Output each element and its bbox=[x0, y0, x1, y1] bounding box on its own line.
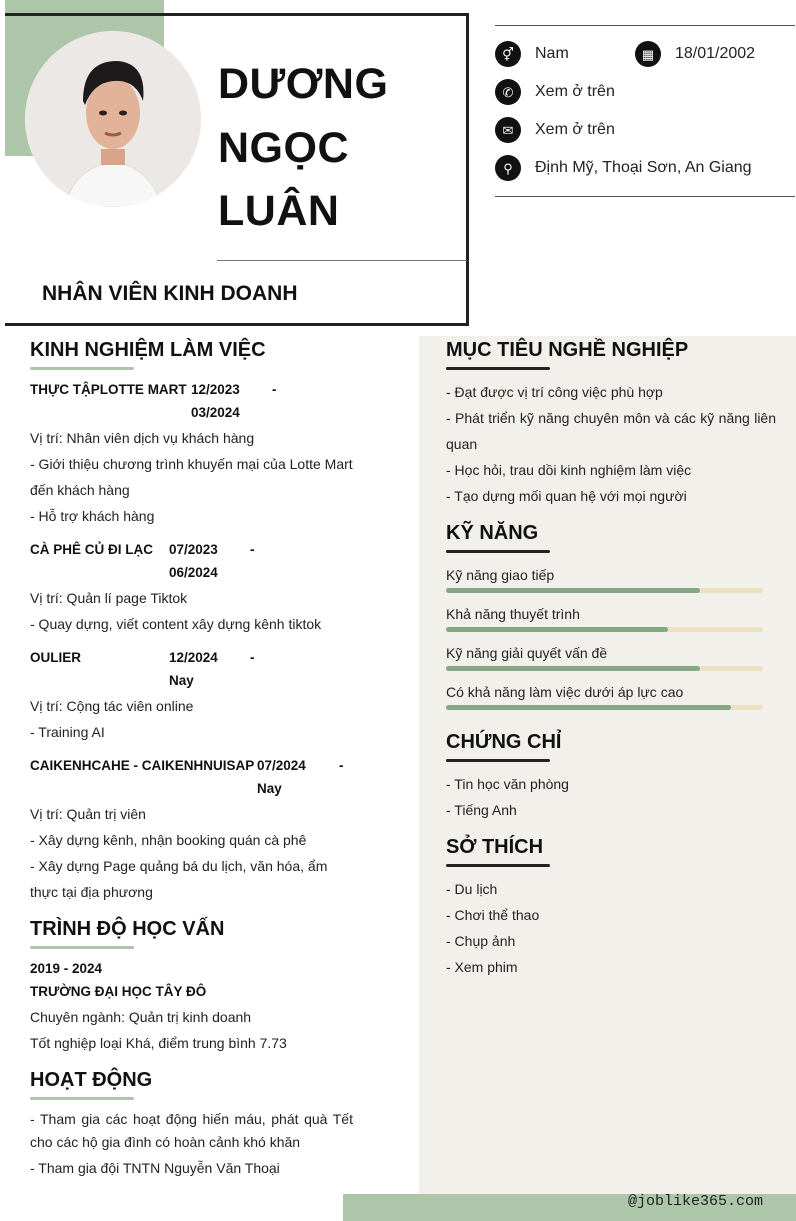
job-1-line-1: Vị trí: Nhân viên dịch vụ khách hàng bbox=[30, 430, 255, 446]
name-line-1: DƯƠNG bbox=[218, 60, 389, 108]
objective-title-underline bbox=[446, 367, 550, 370]
hobbies-title-underline bbox=[446, 864, 550, 867]
objective-title: MỤC TIÊU NGHỀ NGHIỆP bbox=[446, 339, 689, 361]
contact-rule-top bbox=[495, 25, 795, 26]
job-1-company: THỰC TẬPLOTTE MART bbox=[30, 382, 187, 397]
objective-item-3: - Học hỏi, trau dồi kinh nghiệm làm việc bbox=[446, 462, 692, 478]
education-major: Chuyên ngành: Quản trị kinh doanh bbox=[30, 1009, 252, 1025]
skill-1-name: Kỹ năng giao tiếp bbox=[446, 567, 555, 583]
job-3-company: OULIER bbox=[30, 650, 82, 665]
calendar-icon: ▦ bbox=[635, 41, 661, 67]
certificates-title-underline bbox=[446, 759, 550, 762]
hobby-item-2: - Chơi thể thao bbox=[446, 907, 540, 923]
phone-value: Xem ở trên bbox=[535, 83, 615, 100]
skill-4-name: Có khả năng làm việc dưới áp lực cao bbox=[446, 684, 684, 700]
job-3-line-1: Vị trí: Cộng tác viên online bbox=[30, 698, 194, 714]
job-2-line-2: - Quay dựng, viết content xây dựng kênh tiktok bbox=[30, 616, 322, 632]
experience-title: KINH NGHIỆM LÀM VIỆC bbox=[30, 339, 266, 361]
gender-value: Nam bbox=[535, 45, 569, 62]
job-2-line-1: Vị trí: Quản lí page Tiktok bbox=[30, 590, 188, 606]
skill-4-fill bbox=[446, 705, 731, 710]
contact-phone bbox=[495, 79, 615, 105]
hobby-item-3: - Chụp ảnh bbox=[446, 933, 516, 949]
skill-1-track bbox=[446, 588, 763, 593]
skill-4-track bbox=[446, 705, 763, 710]
mail-icon: ✉ bbox=[495, 117, 521, 143]
job-1-end: 03/2024 bbox=[191, 405, 240, 420]
skills-title: KỸ NĂNG bbox=[446, 522, 539, 544]
activity-item-2: - Tham gia đội TNTN Nguyễn Văn Thoại bbox=[30, 1160, 280, 1176]
contact-gender bbox=[495, 41, 569, 67]
phone-icon: ✆ bbox=[495, 79, 521, 105]
skill-3-name: Kỹ năng giải quyết vấn đề bbox=[446, 645, 608, 661]
experience-title-underline bbox=[30, 367, 134, 370]
hobby-item-1: - Du lịch bbox=[446, 881, 498, 897]
job-1-line-2: - Giới thiệu chương trình khuyến mại của Lotte Mart đến khách hàng bbox=[30, 456, 353, 498]
location-pin-icon: ⚲ bbox=[495, 155, 521, 181]
name-line-2: NGỌC bbox=[218, 124, 349, 172]
email-value: Xem ở trên bbox=[535, 121, 615, 138]
certificates-title: CHỨNG CHỈ bbox=[446, 731, 562, 753]
education-title: TRÌNH ĐỘ HỌC VẤN bbox=[30, 918, 225, 940]
certificate-item-1: - Tin học văn phòng bbox=[446, 776, 569, 792]
education-period: 2019 - 2024 bbox=[30, 961, 103, 976]
skills-title-underline bbox=[446, 550, 550, 553]
job-title: NHÂN VIÊN KINH DOANH bbox=[42, 282, 298, 305]
job-2-end: 06/2024 bbox=[169, 565, 218, 580]
skill-2-name: Khả năng thuyết trình bbox=[446, 606, 580, 622]
job-3-dash: - bbox=[250, 650, 255, 665]
objective-item-4: - Tạo dựng mối quan hệ với mọi người bbox=[446, 488, 687, 504]
job-2-company: CÀ PHÊ CỦ ĐI LẠC bbox=[30, 542, 154, 557]
activity-item-1: - Tham gia các hoạt động hiến máu, phát quà Tết cho các hộ gia đình có hoàn cảnh khó khăn bbox=[30, 1111, 353, 1150]
gender-icon: ⚥ bbox=[495, 41, 521, 67]
job-2-dash: - bbox=[250, 542, 255, 557]
job-3-line-2: - Training AI bbox=[30, 724, 105, 740]
job-4-line-3: - Xây dựng Page quảng bá du lịch, văn hóa, ẩm thực tại địa phương bbox=[30, 858, 328, 900]
skill-2-fill bbox=[446, 627, 668, 632]
birthday-value: 18/01/2002 bbox=[675, 45, 756, 62]
activities-title-underline bbox=[30, 1097, 134, 1100]
header-frame-bottom bbox=[5, 323, 469, 326]
contact-email bbox=[495, 117, 615, 143]
job-2-start: 07/2023 bbox=[169, 542, 218, 557]
certificate-item-2: - Tiếng Anh bbox=[446, 802, 517, 818]
skill-3-track bbox=[446, 666, 763, 671]
skill-2-track bbox=[446, 627, 763, 632]
job-1-start: 12/2023 bbox=[191, 382, 240, 397]
contact-rule-bottom bbox=[495, 196, 795, 197]
job-4-end: Nay bbox=[257, 781, 282, 796]
hobbies-title: SỞ THÍCH bbox=[446, 836, 544, 858]
job-4-start: 07/2024 bbox=[257, 758, 306, 773]
name-line-3: LUÂN bbox=[218, 187, 340, 235]
job-3-end: Nay bbox=[169, 673, 194, 688]
education-title-underline bbox=[30, 946, 134, 949]
contact-address bbox=[495, 155, 752, 181]
job-3-start: 12/2024 bbox=[169, 650, 218, 665]
avatar bbox=[25, 31, 201, 207]
footer-watermark: @joblike365.com bbox=[628, 1193, 764, 1210]
avatar-portrait-icon bbox=[25, 31, 201, 207]
skill-1-fill bbox=[446, 588, 700, 593]
education-grade: Tốt nghiệp loại Khá, điểm trung bình 7.73 bbox=[30, 1035, 287, 1051]
activities-title: HOẠT ĐỘNG bbox=[30, 1069, 153, 1091]
skill-3-fill bbox=[446, 666, 700, 671]
job-4-line-2: - Xây dựng kênh, nhận booking quán cà phê bbox=[30, 832, 307, 848]
job-1-dash: - bbox=[272, 382, 277, 397]
objective-item-2: - Phát triển kỹ năng chuyên môn và các kỹ năng liên quan bbox=[446, 410, 776, 452]
contact-birthday bbox=[635, 41, 755, 67]
name-divider bbox=[217, 260, 467, 261]
job-4-dash: - bbox=[339, 758, 344, 773]
education-school: TRƯỜNG ĐẠI HỌC TÂY ĐÔ bbox=[30, 984, 207, 999]
objective-item-1: - Đạt được vị trí công việc phù hợp bbox=[446, 384, 663, 400]
job-1-line-3: - Hỗ trợ khách hàng bbox=[30, 508, 155, 524]
job-4-company: CAIKENHCAHE - CAIKENHNUISAP bbox=[30, 758, 255, 773]
address-value: Định Mỹ, Thoại Sơn, An Giang bbox=[535, 159, 752, 176]
job-4-line-1: Vị trí: Quản trị viên bbox=[30, 806, 146, 822]
hobby-item-4: - Xem phim bbox=[446, 959, 518, 975]
